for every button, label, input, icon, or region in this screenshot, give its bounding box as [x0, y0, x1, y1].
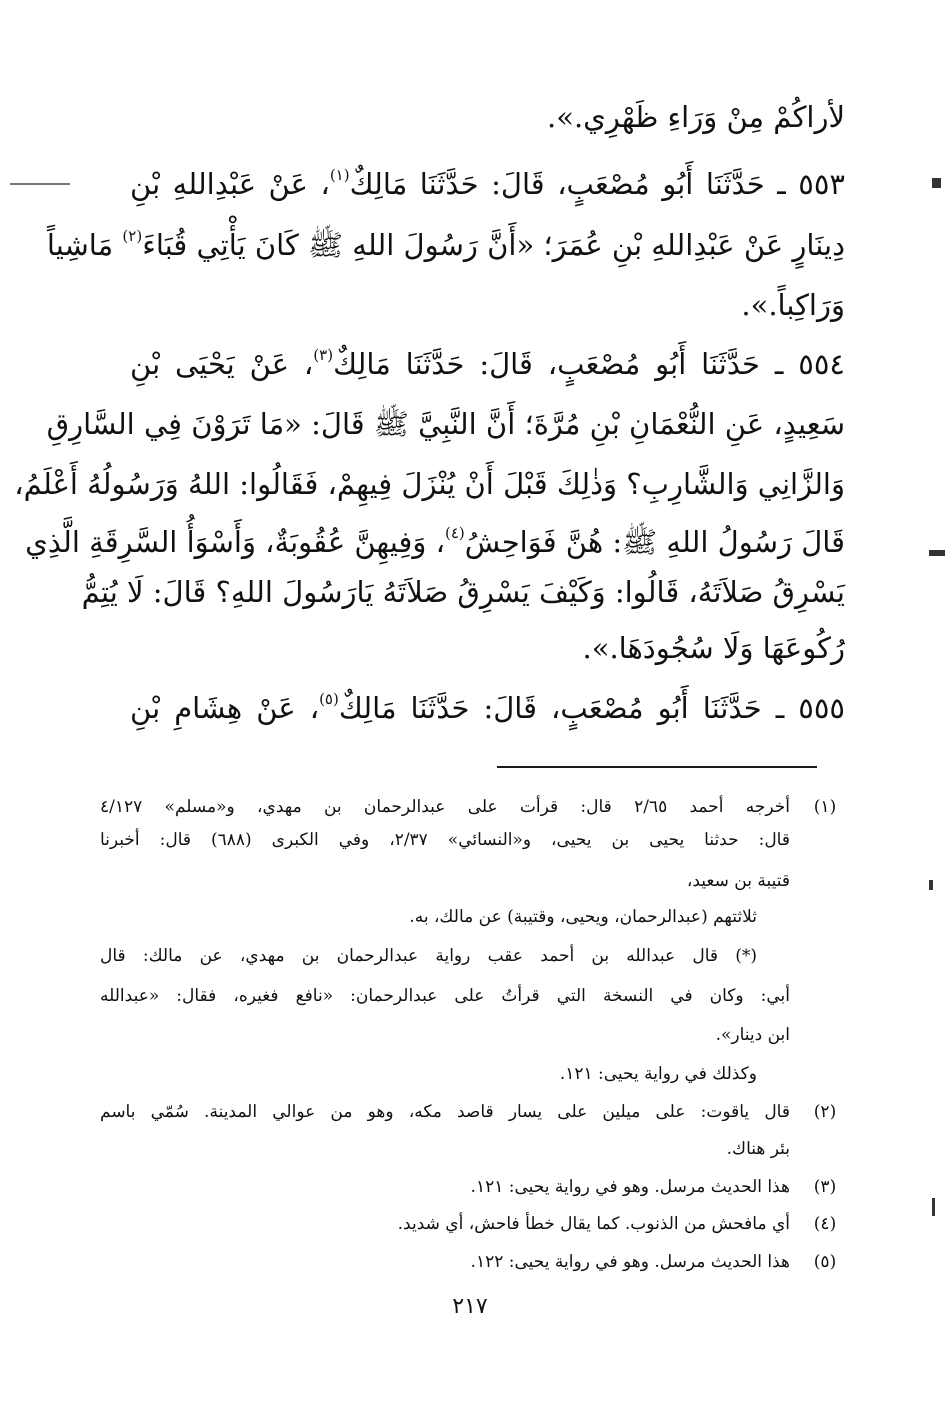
footnote-ref: (٤) [444, 524, 465, 542]
page-number: ٢١٧ [452, 1294, 488, 1319]
text-line: سَعِيدٍ، عَنِ النُّعْمَانِ بْنِ مُرَّةَ؛ أَنَّ النَّبِيَّ ﷺ قَالَ: «مَا تَرَوْنَ فِي السَّارِقِ [46, 407, 845, 441]
footnote-line: قال: حدثنا يحيى بن يحيى، و«النسائي» ٢/٣٧، وفي الكبرى (٦٨٨) قال: أخبرنا [100, 830, 790, 850]
footnote-separator [497, 766, 817, 768]
footnote-line: ثلاثتهم (عبدالرحمان، ويحيى، وقتيبة) عن مالك، به. [409, 907, 757, 927]
footnote-line: (*) قال عبدالله بن أحمد عقب رواية عبدالرحمان بن مهدي، عن مالك: قال [100, 946, 757, 966]
footnote-line: بئر هناك. [726, 1139, 790, 1159]
footnote-line: ابن دينار». [715, 1025, 790, 1045]
footnote-ref: (٢) [122, 227, 143, 245]
hadith-555-line: ٥٥٥ ـ حَدَّثَنَا أَبُو مُصْعَبٍ، قَالَ: حَدَّثَنَا مَالِكٌ$^{(٥)}$، عَنْ هِشَامِ بْنِ [130, 690, 845, 725]
scan-mark [929, 550, 945, 556]
text-line: رُكُوعَهَا وَلَا سُجُودَهَا.». [582, 631, 845, 665]
footnote-line: أي مافحش من الذنوب. كما يقال خطأ فاحش، أي شديد. [397, 1214, 790, 1234]
footnote-number: (٥) [813, 1252, 837, 1272]
footnote-line: قال ياقوت: على ميلين على يسار قاصد مكه، وهو من عوالي المدينة. سُمّي باسم [100, 1102, 790, 1122]
text-line: قَالَ رَسُولُ اللهِ ﷺ: هُنَّ فَوَاحِشُ$^{(٤)}$، وَفِيهِنَّ عُقُوبَةٌ، وَأَسْوَأُ السَّرِقَةِ الَّذِي [25, 524, 845, 559]
text-line: يَسْرِقُ صَلاَتَهُ، قَالُوا: وَكَيْفَ يَسْرِقُ صَلاَتَهُ يَارَسُولَ اللهِ؟ قَالَ: لَا يُتِمُّ [81, 575, 845, 609]
footnote-line: أخرجه أحمد ٢/٦٥ قال: قرأت على عبدالرحمان بن مهدي، و«مسلم» ٤/١٢٧ [100, 797, 790, 817]
footnote-line: قتيبة بن سعيد، [686, 871, 790, 891]
footnote-line: وكذلك في رواية يحيى: ١٢١. [559, 1064, 757, 1084]
footnote-number: (٢) [813, 1102, 837, 1122]
text-line: وَالزَّانِي وَالشَّارِبِ؟ وَذٰلِكَ قَبْلَ أَنْ يُنْزَلَ فِيهِمْ، فَقَالُوا: اللهُ وَرَسُولُهُ أَعْلَمُ، [14, 467, 845, 501]
scan-mark [10, 183, 70, 185]
footnote-number: (٣) [813, 1177, 837, 1197]
footnote-line: هذا الحديث مرسل. وهو في رواية يحيى: ١٢٢. [470, 1252, 790, 1272]
text-line: وَرَاكِباً.». [741, 288, 845, 322]
footnote-ref: (١) [329, 166, 350, 184]
hadith-554-line: ٥٥٤ ـ حَدَّثَنَا أَبُو مُصْعَبٍ، قَالَ: حَدَّثَنَا مَالِكٌ$^{(٣)}$، عَنْ يَحْيَى بْنِ [130, 346, 845, 381]
text-line: لأراكُمْ مِنْ وَرَاءِ ظَهْرِي.». [546, 100, 845, 134]
hadith-553-line: ٥٥٣ ـ حَدَّثَنَا أَبُو مُصْعَبٍ، قَالَ: حَدَّثَنَا مَالِكٌ$^{(١)}$، عَنْ عَبْدِاللهِ بْنِ [130, 166, 845, 201]
scan-mark [932, 178, 941, 188]
footnote-line: أبي: وكان في النسخة التي قرأتُ على عبدالرحمان: «نافع فغيره، فقال: «عبدالله [100, 986, 790, 1006]
footnote-number: (٤) [813, 1214, 837, 1234]
scan-mark [929, 880, 933, 890]
footnote-ref: (٥) [319, 690, 339, 708]
footnote-ref: (٣) [313, 346, 334, 364]
footnote-line: هذا الحديث مرسل. وهو في رواية يحيى: ١٢١. [470, 1177, 790, 1197]
footnote-number: (١) [813, 797, 837, 817]
text-line: دِينَارٍ عَنْ عَبْدِاللهِ بْنِ عُمَرَ؛ «أَنَّ رَسُولَ اللهِ ﷺ كَانَ يَأْتِي قُبَاءَ$^{(٢)}$ مَاشِياً [46, 227, 845, 262]
scan-mark [932, 1198, 935, 1216]
